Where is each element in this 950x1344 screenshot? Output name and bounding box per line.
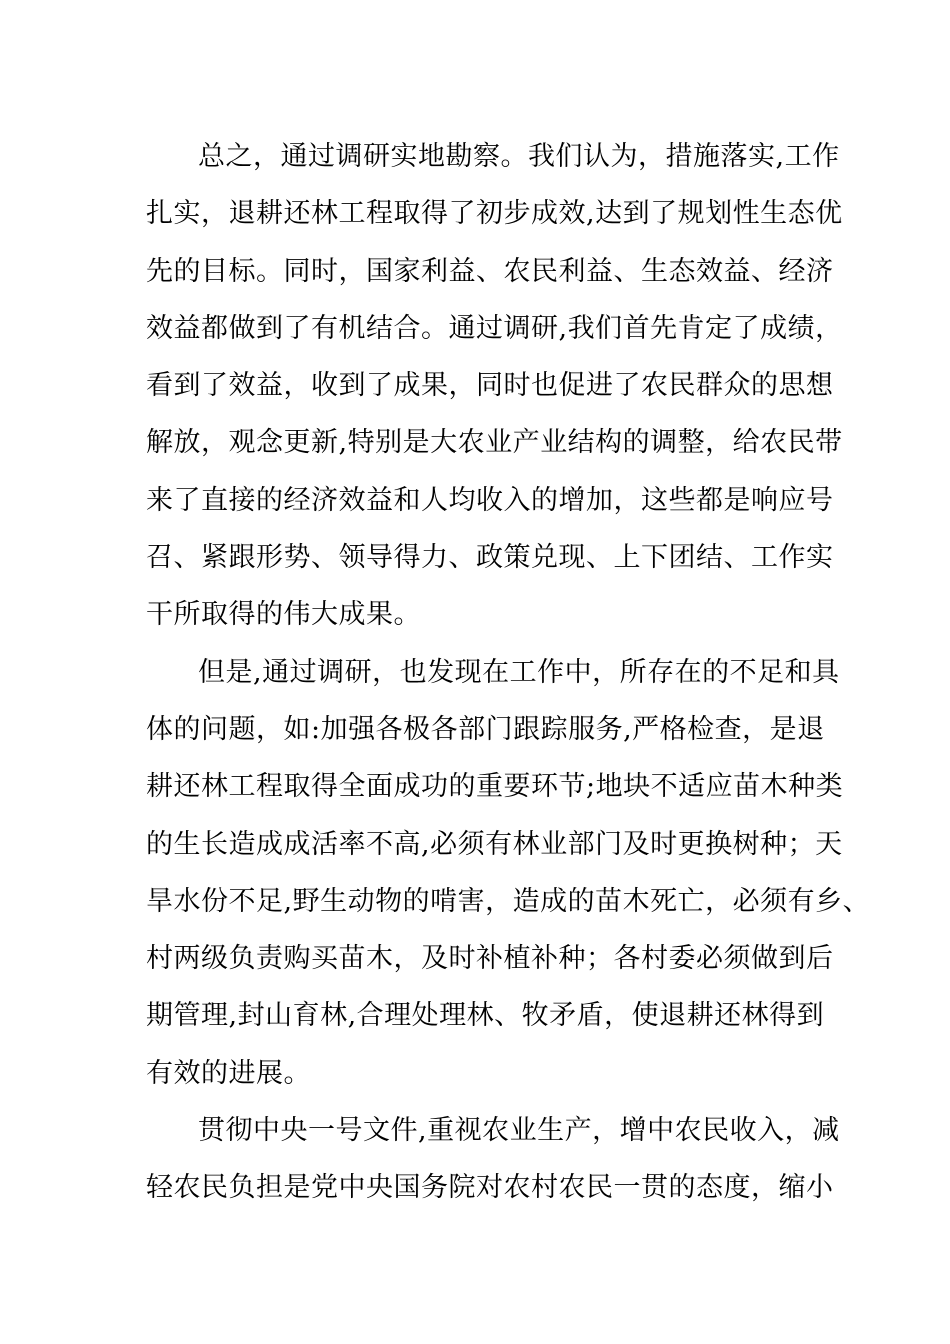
document-body bbox=[146, 128, 871, 1217]
paragraph-line: 但是,通过调研，也发现在工作中，所存在的不足和具 bbox=[198, 656, 840, 688]
paragraph-line: 效益都做到了有机结合。通过调研,我们首先肯定了成绩， bbox=[146, 312, 843, 344]
paragraph-line: 贯彻中央一号文件,重视农业生产，增中农民收入，减 bbox=[198, 1115, 840, 1147]
paragraph-line: 旱水份不足,野生动物的啃害，造成的苗木死亡，必须有乡、 bbox=[146, 885, 871, 917]
paragraph-line: 召、紧跟形势、领导得力、政策兑现、上下团结、工作实 bbox=[146, 542, 834, 574]
paragraph-line: 有效的进展。 bbox=[146, 1057, 311, 1089]
paragraph-line: 解放，观念更新,特别是大农业产业结构的调整，给农民带 bbox=[146, 427, 843, 459]
paragraph-line: 的生长造成成活率不高,必须有林业部门及时更换树种；天 bbox=[146, 828, 843, 860]
paragraph-line: 先的目标。同时，国家利益、农民利益、生态效益、经济 bbox=[146, 255, 834, 287]
paragraph-1 bbox=[146, 128, 843, 644]
paragraph-line: 村两级负责购买苗木，及时补植补种；各村委必须做到后 bbox=[146, 943, 834, 975]
paragraph-line: 看到了效益，收到了成果，同时也促进了农民群众的思想 bbox=[146, 370, 834, 402]
paragraph-line: 体的问题，如:加强各极各部门跟踪服务,严格检查，是退 bbox=[146, 713, 825, 745]
paragraph-line: 耕还林工程取得全面成功的重要环节;地块不适应苗木种类 bbox=[146, 771, 844, 803]
paragraph-line: 扎实，退耕还林工程取得了初步成效,达到了规划性生态优 bbox=[146, 198, 843, 230]
paragraph-3 bbox=[146, 1102, 840, 1217]
paragraph-line: 总之，通过调研实地勘察。我们认为，措施落实,工作 bbox=[198, 141, 840, 172]
paragraph-line: 轻农民负担是党中央国务院对农村农民一贯的态度，缩小 bbox=[146, 1172, 834, 1204]
paragraph-line: 来了直接的经济效益和人均收入的增加，这些都是响应号 bbox=[146, 484, 834, 516]
paragraph-line: 期管理,封山育林,合理处理林、牧矛盾，使退耕还林得到 bbox=[146, 1000, 825, 1032]
paragraph-line: 干所取得的伟大成果。 bbox=[146, 599, 421, 631]
paragraph-2 bbox=[146, 644, 871, 1102]
